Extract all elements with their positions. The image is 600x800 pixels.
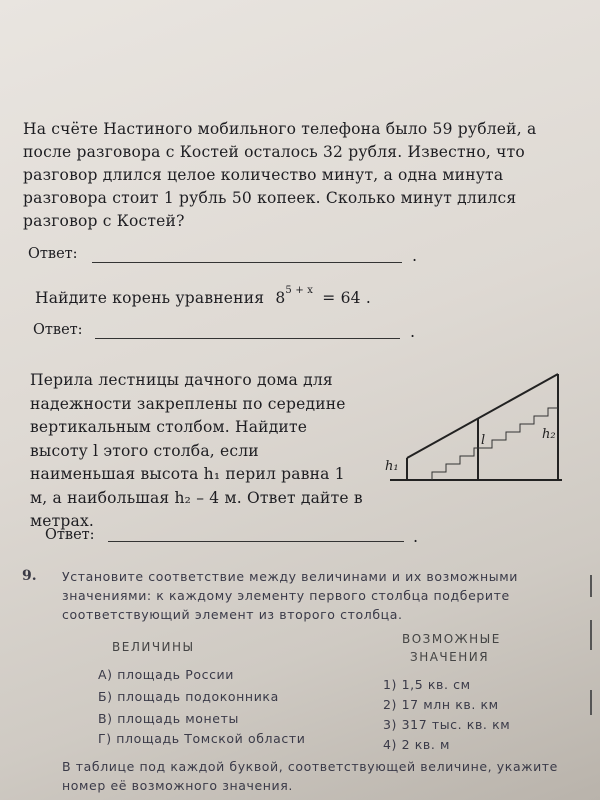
answer-2-line[interactable] bbox=[95, 338, 400, 339]
label-h1: h₁ bbox=[385, 459, 399, 474]
value-item: 2) 17 млн кв. км bbox=[383, 697, 499, 712]
value-item: 4) 2 кв. м bbox=[383, 737, 451, 752]
answer-3-line[interactable] bbox=[108, 541, 404, 542]
equation-prompt: Найдите корень уравнения bbox=[35, 289, 265, 307]
quantity-item: А) площадь России bbox=[98, 667, 235, 682]
equation bbox=[275, 285, 371, 307]
page-edge-mark bbox=[590, 620, 592, 650]
equation-exponent: 5 + x bbox=[285, 285, 314, 296]
equation-base: 8 bbox=[275, 289, 286, 307]
answer-1-label: Ответ: bbox=[28, 246, 78, 262]
page-edge-mark bbox=[590, 575, 592, 597]
answer-3-dot: . bbox=[413, 527, 419, 546]
equation-rhs: = 64 . bbox=[322, 289, 371, 307]
quantity-item: Б) площадь подоконника bbox=[98, 689, 279, 704]
railing-diagram bbox=[382, 368, 582, 488]
problem-9-footer: В таблице под каждой буквой, соответствующей величине, укажите номер её возможного значения. bbox=[62, 759, 558, 793]
quantity-item: В) площадь монеты bbox=[98, 711, 239, 726]
answer-2-dot: . bbox=[410, 322, 416, 341]
label-h2: h₂ bbox=[542, 427, 556, 442]
answer-1-dot: . bbox=[412, 246, 418, 265]
problem-2-text bbox=[35, 287, 435, 312]
quantity-item: Г) площадь Томской области bbox=[98, 731, 306, 746]
label-l: l bbox=[481, 433, 486, 448]
answer-2-label: Ответ: bbox=[33, 322, 83, 338]
answer-1-line[interactable] bbox=[92, 262, 402, 263]
column-1-header: ВЕЛИЧИНЫ bbox=[112, 640, 195, 654]
column-2-header-line2: ЗНАЧЕНИЯ bbox=[410, 650, 490, 664]
problem-9-text: Установите соответствие между величинами и их возможными значениями: к каждому элементу первого столбца подберите соответствующий элемент из второго столбца. bbox=[62, 569, 519, 622]
stairs bbox=[432, 408, 558, 480]
problem-3-text: Перила лестницы дачного дома для надежности закреплены по середине вертикальным столбом. Найдите высоту l этого столба, если наименьшая высота h₁ перил равна 1 м, а наибольшая h₂ – 4 м. Ответ дайте в метрах. bbox=[30, 371, 363, 530]
value-item: 3) 317 тыс. кв. км bbox=[383, 717, 511, 732]
answer-3-label: Ответ: bbox=[45, 527, 95, 543]
page-edge-mark bbox=[590, 690, 592, 715]
column-2-header-line1: ВОЗМОЖНЫЕ bbox=[402, 632, 501, 646]
value-item: 1) 1,5 кв. см bbox=[383, 677, 471, 692]
problem-1-text: На счёте Настиного мобильного телефона было 59 рублей, а после разговора с Костей осталось 32 рубля. Известно, что разговор длился целое количество минут, а одна минута разговора стоит 1 рубль 50 копеек. Сколько минут длился разговор с Костей? bbox=[23, 120, 537, 230]
problem-9-number: 9. bbox=[22, 568, 37, 584]
